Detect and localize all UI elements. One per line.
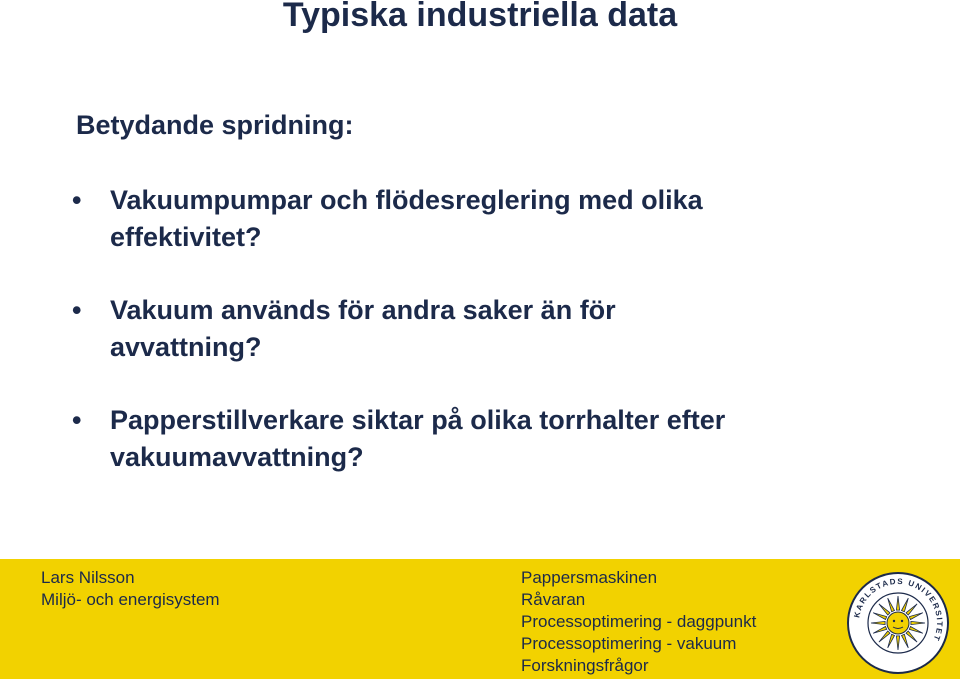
bullet-text-line: avvattning?: [110, 332, 262, 362]
logo-text: KARLSTADS UNIVERSITET: [852, 576, 945, 644]
slide-title: Typiska industriella data: [282, 0, 678, 34]
bullet-list: [72, 182, 912, 512]
nav-link-pappersmaskinen[interactable]: Pappersmaskinen: [521, 568, 658, 587]
nav-link-vakuum[interactable]: Processoptimering - vakuum: [521, 634, 737, 653]
bullet-dot-icon: •: [72, 295, 82, 325]
bullet-item: [72, 292, 912, 366]
bullet-item: [72, 402, 912, 476]
bullet-text-line: Vakuumpumpar och flödesreglering med olika: [110, 185, 703, 215]
subheading: Betydande spridning:: [76, 110, 354, 140]
bullet-item: [72, 182, 912, 256]
nav-link-daggpunkt[interactable]: Processoptimering - daggpunkt: [521, 612, 757, 631]
bullet-text-line: effektivitet?: [110, 222, 262, 252]
bullet-dot-icon: •: [72, 185, 82, 215]
author-name: Lars Nilsson: [41, 568, 135, 587]
bullet-text-line: Vakuum används för andra saker än för: [110, 295, 616, 325]
university-logo-icon: [846, 571, 950, 675]
nav-link-ravaran[interactable]: Råvaran: [521, 590, 586, 609]
footer-bar: [0, 559, 960, 679]
section-nav: [521, 567, 756, 677]
department-name: Miljö- och energisystem: [41, 590, 220, 609]
bullet-text-line: vakuumavvattning?: [110, 442, 364, 472]
nav-link-forskningsfragor[interactable]: Forskningsfrågor: [521, 656, 649, 675]
bullet-text-line: Papperstillverkare siktar på olika torrhalter efter: [110, 405, 726, 435]
bullet-dot-icon: •: [72, 405, 82, 435]
author-block: [41, 567, 220, 611]
